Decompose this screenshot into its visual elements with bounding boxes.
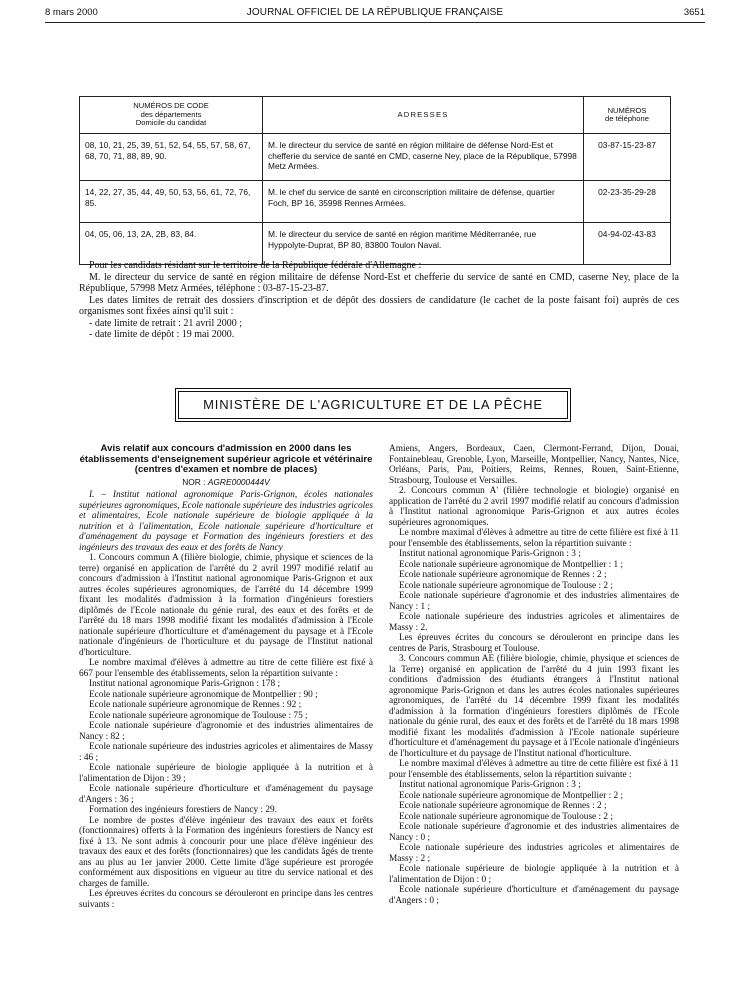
table-header-row	[80, 97, 671, 134]
address-cell: M. le directeur du service de santé en région militaire de défense Nord-Est et chefferie du service de santé en CMD, caserne Ney, place de la République, 57998 Metz Armées.	[263, 134, 584, 181]
paragraph: Le nombre maximal d'élèves à admettre au titre de cette filière est fixé à 11 pour l'ensemble des établissements, selon la répartition suivante :	[389, 759, 679, 780]
page-number: 3651	[683, 7, 705, 18]
list-item: Ecole nationale supérieure agronomique de Rennes : 92 ;	[89, 700, 302, 710]
issue-date: 8 mars 2000	[45, 7, 98, 18]
nor-reference: NOR : AGRE0000444V	[182, 476, 270, 487]
list-item: Ecole nationale supérieure de biologie appliquée à la nutrition et à l'alimentation de Dijon : 39 ;	[79, 763, 373, 784]
header-address: ADRESSES	[263, 97, 584, 134]
list-item: Ecole nationale supérieure des industries agricoles et alimentaires de Massy : 2.	[389, 612, 679, 633]
post-table-text	[79, 260, 679, 341]
codes-cell: 14, 22, 27, 35, 44, 49, 50, 53, 56, 61, 72, 76, 85.	[80, 181, 263, 223]
page-header	[45, 7, 705, 23]
right-column	[389, 444, 679, 906]
deadline-deposit: - date limite de dépôt : 19 mai 2000.	[89, 329, 235, 340]
journal-title: JOURNAL OFFICIEL DE LA RÉPUBLIQUE FRANÇAISE	[246, 7, 504, 18]
address-table	[79, 96, 671, 265]
list-item: Ecole nationale supérieure agronomique de Rennes : 2 ;	[399, 801, 607, 811]
list-item: Institut national agronomique Paris-Grignon : 3 ;	[399, 780, 581, 790]
phone-cell: 04-94-02-43-83	[584, 223, 671, 265]
list-item: Ecole nationale supérieure des industries agricoles et alimentaires de Massy : 46 ;	[79, 742, 373, 763]
left-column	[79, 444, 373, 910]
list-item: Ecole nationale supérieure d'agronomie et des industries alimentaires de Nancy : 1 ;	[389, 591, 679, 612]
codes-cell: 08, 10, 21, 25, 39, 51, 52, 54, 55, 57, 58, 67, 68, 70, 71, 88, 89, 90.	[80, 134, 263, 181]
list-item: Ecole nationale supérieure agronomique de Montpellier : 2 ;	[399, 790, 624, 801]
table-row	[80, 181, 671, 223]
paragraph: 1. Concours commun A (filière biologie, chimie, physique et sciences de la terre) organisé en application de l'arrêté du 2 avril 1997 modifié relatif au concours d'admission à l'Institut national agronomique Paris-Grignon et aux autres écoles supérieures agronomiques, de l'arrêté du 14 décembre 1999 fixant les modalités d'admission à la formation d'ingénieurs forestiers diplômés de l'Ecole nationale du génie rural, des eaux et des forêts et de l'arrêté du 18 mars 1998 modifié fixant les modalités d'admission à l'Ecole nationale supérieure d'horticulture et d'aménagement du paysage et à l'Ecole nationale d'ingénieurs de l'horticulture et du paysage de l'Institut national d'horticulture.	[79, 553, 373, 658]
paragraph: 3. Concours commun AE (filière biologie, chimie, physique et sciences de la Terre) organisé en application de l'arrêté du 4 juin 1993 fixant les conditions d'admission des étudiants étrangers à l'Institut national agronomique Paris-Grignon et dans les autres écoles nationales supérieures agronomiques, de l'arrêté du 14 décembre 1999 fixant les modalités d'admission à la formation d'ingénieurs forestiers diplômés de l'Ecole nationale du génie rural, des eaux et des forêts et de l'arrêté du 18 mars 1998 modifié fixant les modalités d'admission à l'Ecole nationale supérieure d'horticulture et d'aménagement du paysage et à l'Ecole nationale d'ingénieurs de l'horticulture et du paysage de l'Institut national d'horticulture.	[389, 654, 679, 759]
list-item: Ecole nationale supérieure agronomique de Toulouse : 75 ;	[89, 710, 308, 721]
ministry-heading: MINISTÈRE DE L'AGRICULTURE ET DE LA PÊCHE	[178, 391, 568, 419]
header-codes: NUMÉROS DE CODE des départements Domicile du candidat	[80, 97, 263, 134]
paragraph: Les épreuves écrites du concours se dérouleront en principe dans les centres suivants :	[79, 889, 373, 910]
list-item: Ecole nationale supérieure des industries agricoles et alimentaires de Massy : 2 ;	[389, 843, 679, 864]
deadline-withdrawal: - date limite de retrait : 21 avril 2000 ;	[89, 317, 243, 329]
list-item: Ecole nationale supérieure agronomique de Toulouse : 2 ;	[399, 811, 613, 822]
list-item: Formation des ingénieurs forestiers de Nancy : 29.	[89, 805, 277, 815]
address-cell: M. le directeur du service de santé en région maritime Méditerranée, rue Hyppolyte-Duprat, BP 80, 83800 Toulon Naval.	[263, 223, 584, 265]
address-cell: M. le chef du service de santé en circonscription militaire de défense, quartier Foch, BP 16, 35998 Rennes Armées.	[263, 181, 584, 223]
paragraph: M. le directeur du service de santé en région militaire de défense Nord-Est et chefferie du service de santé en CMD, caserne Ney, place de la République, 57998 Metz Armées, téléphone : 03-87-15-23-87.	[79, 271, 679, 294]
list-item: Ecole nationale supérieure d'horticulture et d'aménagement du paysage d'Angers : 0 ;	[389, 885, 679, 906]
paragraph: Le nombre maximal d'élèves à admettre au titre de cette filière est fixé à 667 pour l'ensemble des établissements, selon la répartition suivante :	[79, 658, 373, 679]
phone-cell: 02-23-35-29-28	[584, 181, 671, 223]
list-item: Ecole nationale supérieure agronomique de Montpellier : 1 ;	[399, 559, 624, 570]
list-item: Ecole nationale supérieure d'horticulture et d'aménagement du paysage d'Angers : 36 ;	[79, 784, 373, 805]
paragraph: Le nombre de postes d'élève ingénieur des travaux des eaux et forêts (fonctionnaires) offerts à la Formation des ingénieurs forestiers de Nancy est fixé à 13. Ne sont admis à concourir pour une place d'élève ingénieur des travaux des eaux et des forêts (fonctionnaires) que les candidats âgés de trente ans au plus au 1er janvier 2000. Cette limite d'âge supérieure est prorogée conformément aux dispositions en vigueur au titre du service national et des charges de famille.	[79, 815, 373, 889]
paragraph: Les épreuves écrites du concours se dérouleront en principe dans les centres de Paris, Strasbourg et Toulouse.	[389, 633, 679, 654]
header-phone: NUMÉROS de téléphone	[584, 97, 671, 134]
paragraph: Les dates limites de retrait des dossiers d'inscription et de dépôt des dossiers de candidature (le cachet de la poste faisant foi) auprès de ces organismes sont fixées ainsi qu'il suit :	[79, 294, 679, 317]
codes-cell: 04, 05, 06, 13, 2A, 2B, 83, 84.	[80, 223, 263, 265]
paragraph: Pour les candidats résidant sur le territoire de la République fédérale d'Allemagne :	[89, 260, 422, 271]
paragraph: Le nombre maximal d'élèves à admettre au titre de cette filière est fixé à 11 pour l'ensemble des établissements, selon la répartition suivante :	[389, 528, 679, 549]
paragraph: 2. Concours commun A' (filière technologie et biologie) organisé en application de l'arrêté du 2 avril 1997 modifié relatif au concours d'admission à l'Institut national agronomique Paris-Grignon et aux autres écoles supérieures agronomiques.	[389, 486, 679, 528]
list-item: Ecole nationale supérieure agronomique de Toulouse : 2 ;	[399, 580, 613, 591]
table-row	[80, 134, 671, 181]
list-item: Institut national agronomique Paris-Grignon : 3 ;	[399, 549, 581, 559]
list-item: Ecole nationale supérieure de biologie appliquée à la nutrition et à l'alimentation de Dijon : 0 ;	[389, 864, 679, 885]
paragraph: Amiens, Angers, Bordeaux, Caen, Clermont-Ferrand, Dijon, Douai, Fontainebleau, Grenoble, Lyon, Marseille, Montpellier, Nancy, Nantes, Nice, Orléans, Paris, Pau, Poitiers, Reims, Rennes, Rouen, Saint-Etienne, Strasbourg, Toulouse et Versailles.	[389, 444, 679, 486]
notice-title: Avis relatif aux concours d'admission en 2000 dans les établissements d'enseignement supérieur agricole et vétérinaire (centres d'examen et nombre de places)	[79, 443, 373, 475]
list-item: Ecole nationale supérieure agronomique de Rennes : 2 ;	[399, 570, 607, 580]
header-rule	[45, 22, 705, 23]
table-row	[80, 223, 671, 265]
list-item: Institut national agronomique Paris-Grignon : 178 ;	[89, 679, 281, 689]
section-heading: I. – Institut national agronomique Paris-Grignon, écoles nationales supérieures agronomiques, Ecole nationale supérieure des industries agricoles et alimentaires, Ecole nationale supérieure de biologie appliquée à la nutrition et à l'alimentation, Ecole nationale supérieure d'horticulture et d'aménagement du paysage et Formation des ingénieurs forestiers et des ingénieurs des travaux des eaux et des forêts de Nancy	[79, 490, 373, 553]
phone-cell: 03-87-15-23-87	[584, 134, 671, 181]
list-item: Ecole nationale supérieure d'agronomie et des industries alimentaires de Nancy : 82 ;	[79, 721, 373, 742]
list-item: Ecole nationale supérieure agronomique de Montpellier : 90 ;	[89, 689, 318, 700]
list-item: Ecole nationale supérieure d'agronomie et des industries alimentaires de Nancy : 0 ;	[389, 822, 679, 843]
